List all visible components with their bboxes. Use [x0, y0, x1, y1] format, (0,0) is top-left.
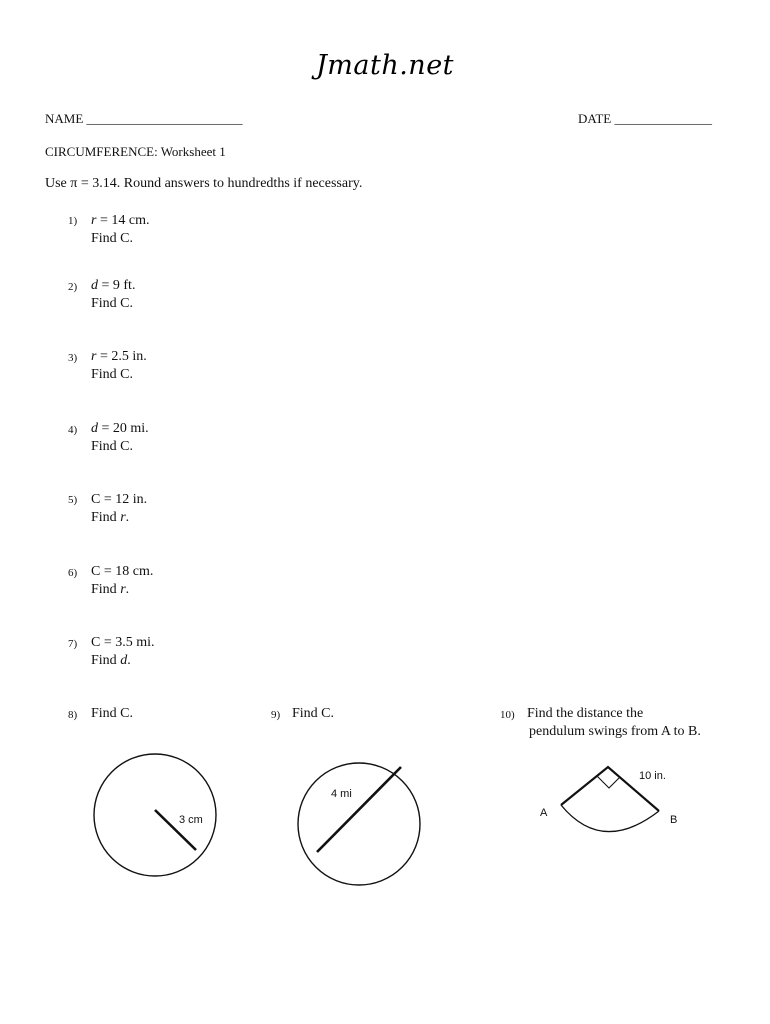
problem-number: 2)	[68, 281, 78, 293]
problem-task: Find C.	[91, 231, 134, 246]
pendulum-sector-figure	[530, 760, 690, 835]
problem-task: Find d.	[91, 653, 131, 668]
problem-number: 6)	[68, 567, 78, 579]
problem-number: 7)	[68, 638, 78, 650]
problem-given: C = 12 in.	[91, 492, 148, 507]
problem-number: 4)	[68, 424, 78, 436]
problem-number: 5)	[68, 494, 78, 506]
problem-number: 8)	[68, 709, 78, 721]
problem-number: 3)	[68, 352, 78, 364]
problem-given: C = 18 cm.	[91, 564, 154, 579]
instructions: Use π = 3.14. Round answers to hundredths if necessary.	[45, 176, 363, 191]
problem-task: Find C.	[91, 706, 134, 721]
circle-outline	[298, 763, 420, 885]
worksheet-title: CIRCUMFERENCE: Worksheet 1	[45, 144, 226, 159]
point-a-label: A	[540, 807, 548, 819]
pendulum-arc	[561, 805, 659, 832]
problem-given: d = 20 mi.	[91, 421, 149, 436]
problem-task-line2: pendulum swings from A to B.	[529, 724, 701, 739]
circle-diameter-figure	[290, 760, 430, 890]
problem-task: Find C.	[91, 296, 134, 311]
problem-task: Find r.	[91, 582, 130, 597]
problem-task: Find C.	[91, 439, 134, 454]
problem-given: C = 3.5 mi.	[91, 635, 155, 650]
circle-radius-figure	[90, 750, 230, 890]
problem-task: Find C.	[292, 706, 335, 721]
problem-given: r = 2.5 in.	[91, 349, 147, 364]
problem-task-line1: Find the distance the	[527, 706, 644, 721]
point-b-label: B	[670, 814, 678, 826]
name-field-label: NAME ________________________	[45, 111, 243, 126]
site-logo: Jmath.net	[315, 50, 455, 81]
diameter-line	[317, 767, 401, 852]
length-label: 10 in.	[639, 770, 666, 782]
problem-number: 10)	[500, 709, 515, 721]
problem-number: 1)	[68, 215, 78, 227]
right-angle-mark	[597, 776, 620, 788]
problem-given: r = 14 cm.	[91, 213, 150, 228]
radius-label: 3 cm	[179, 814, 203, 826]
diameter-label: 4 mi	[331, 788, 352, 800]
problem-task: Find r.	[91, 510, 130, 525]
date-field-label: DATE _______________	[578, 111, 712, 126]
problem-task: Find C.	[91, 367, 134, 382]
problem-given: d = 9 ft.	[91, 278, 136, 293]
problem-number: 9)	[271, 709, 281, 721]
